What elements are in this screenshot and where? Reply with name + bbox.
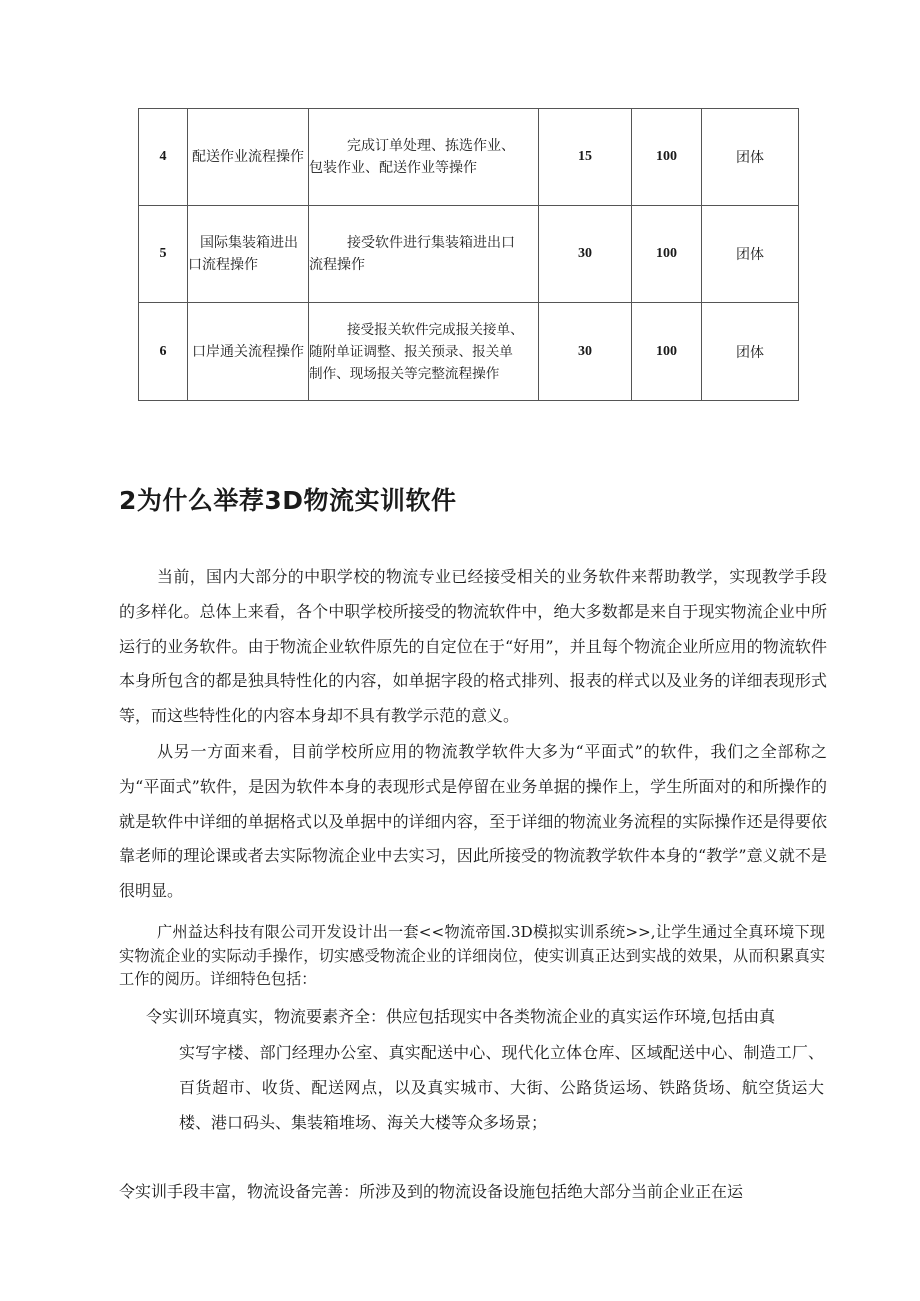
paragraph-3: 广州益达科技有限公司开发设计出一套<<物流帝国.3D模拟实训系统>>,让学生通过全真环境下现实物流企业的实际动手操作，切实感受物流企业的详细岗位，使实训真正达到实战的效果，从而积累真实工作的阅历。详细特色包括： bbox=[119, 923, 825, 988]
row-number: 4 bbox=[139, 109, 188, 206]
item-hours: 30 bbox=[539, 303, 632, 401]
paragraph-1: 当前，国内大部分的中职学校的物流专业已经接受相关的业务软件来帮助教学，实现教学手段的多样化。总体上来看，各个中职学校所接受的物流软件中，绝大多数都是来自于现实物流企业中所运行的业务软件。由于物流企业软件原先的自定位在于“好用”，并且每个物流企业所应用的物流软件本身所包含的都是独具特性化的内容，如单据字段的格式排列、报表的样式以及业务的详细表现形式等，而这些特性化的内容本身却不具有教学示范的意义。 bbox=[119, 567, 827, 726]
item-score: 100 bbox=[632, 303, 702, 401]
item-score: 100 bbox=[632, 109, 702, 206]
bullet-1-head: 令实训环境真实，物流要素齐全：供应包括现实中各类物流企业的真实运作环境,包括由真 bbox=[146, 1007, 776, 1026]
table-row bbox=[139, 303, 799, 401]
table-row bbox=[139, 109, 799, 206]
table-row bbox=[139, 206, 799, 303]
item-hours: 30 bbox=[539, 206, 632, 303]
course-table bbox=[138, 108, 799, 401]
bullet-2: 令实训手段丰富，物流设备完善：所涉及到的物流设备设施包括绝大部分当前企业正在运 bbox=[119, 1182, 744, 1201]
item-type: 团体 bbox=[702, 303, 799, 401]
item-type: 团体 bbox=[702, 206, 799, 303]
row-number: 6 bbox=[139, 303, 188, 401]
item-description: 接受报关软件完成报关接单、 随附单证调整、报关预录、报关单 制作、现场报关等完整流程操作 bbox=[309, 303, 539, 401]
item-score: 100 bbox=[632, 206, 702, 303]
paragraph-2: 从另一方面来看，目前学校所应用的物流教学软件大多为“平面式”的软件，我们之全部称之为“平面式”软件，是因为软件本身的表现形式是停留在业务单据的操作上，学生所面对的和所操作的就是软件中详细的单据格式以及单据中的详细内容，至于详细的物流业务流程的实际操作还是得要依靠老师的理论课或者去实际物流企业中去实习，因此所接受的物流教学软件本身的“教学”意义就不是很明显。 bbox=[119, 742, 827, 901]
row-number: 5 bbox=[139, 206, 188, 303]
item-name: 口岸通关流程操作 bbox=[188, 303, 309, 401]
item-description: 完成订单处理、拣选作业、 包装作业、配送作业等操作 bbox=[309, 109, 539, 206]
section-heading: 2为什么举荐3D物流实训软件 bbox=[119, 486, 457, 515]
item-name: 国际集装箱进出 口流程操作 bbox=[188, 206, 309, 303]
item-type: 团体 bbox=[702, 109, 799, 206]
item-description: 接受软件进行集装箱进出口 流程操作 bbox=[309, 206, 539, 303]
item-name: 配送作业流程操作 bbox=[188, 109, 309, 206]
item-hours: 15 bbox=[539, 109, 632, 206]
bullet-1-rest: 实写字楼、部门经理办公室、真实配送中心、现代化立体仓库、区域配送中心、制造工厂、百货超市、收货、配送网点，以及真实城市、大街、公路货运场、铁路货场、航空货运大楼、港口码头、集装箱堆场、海关大楼等众多场景； bbox=[179, 1043, 824, 1132]
